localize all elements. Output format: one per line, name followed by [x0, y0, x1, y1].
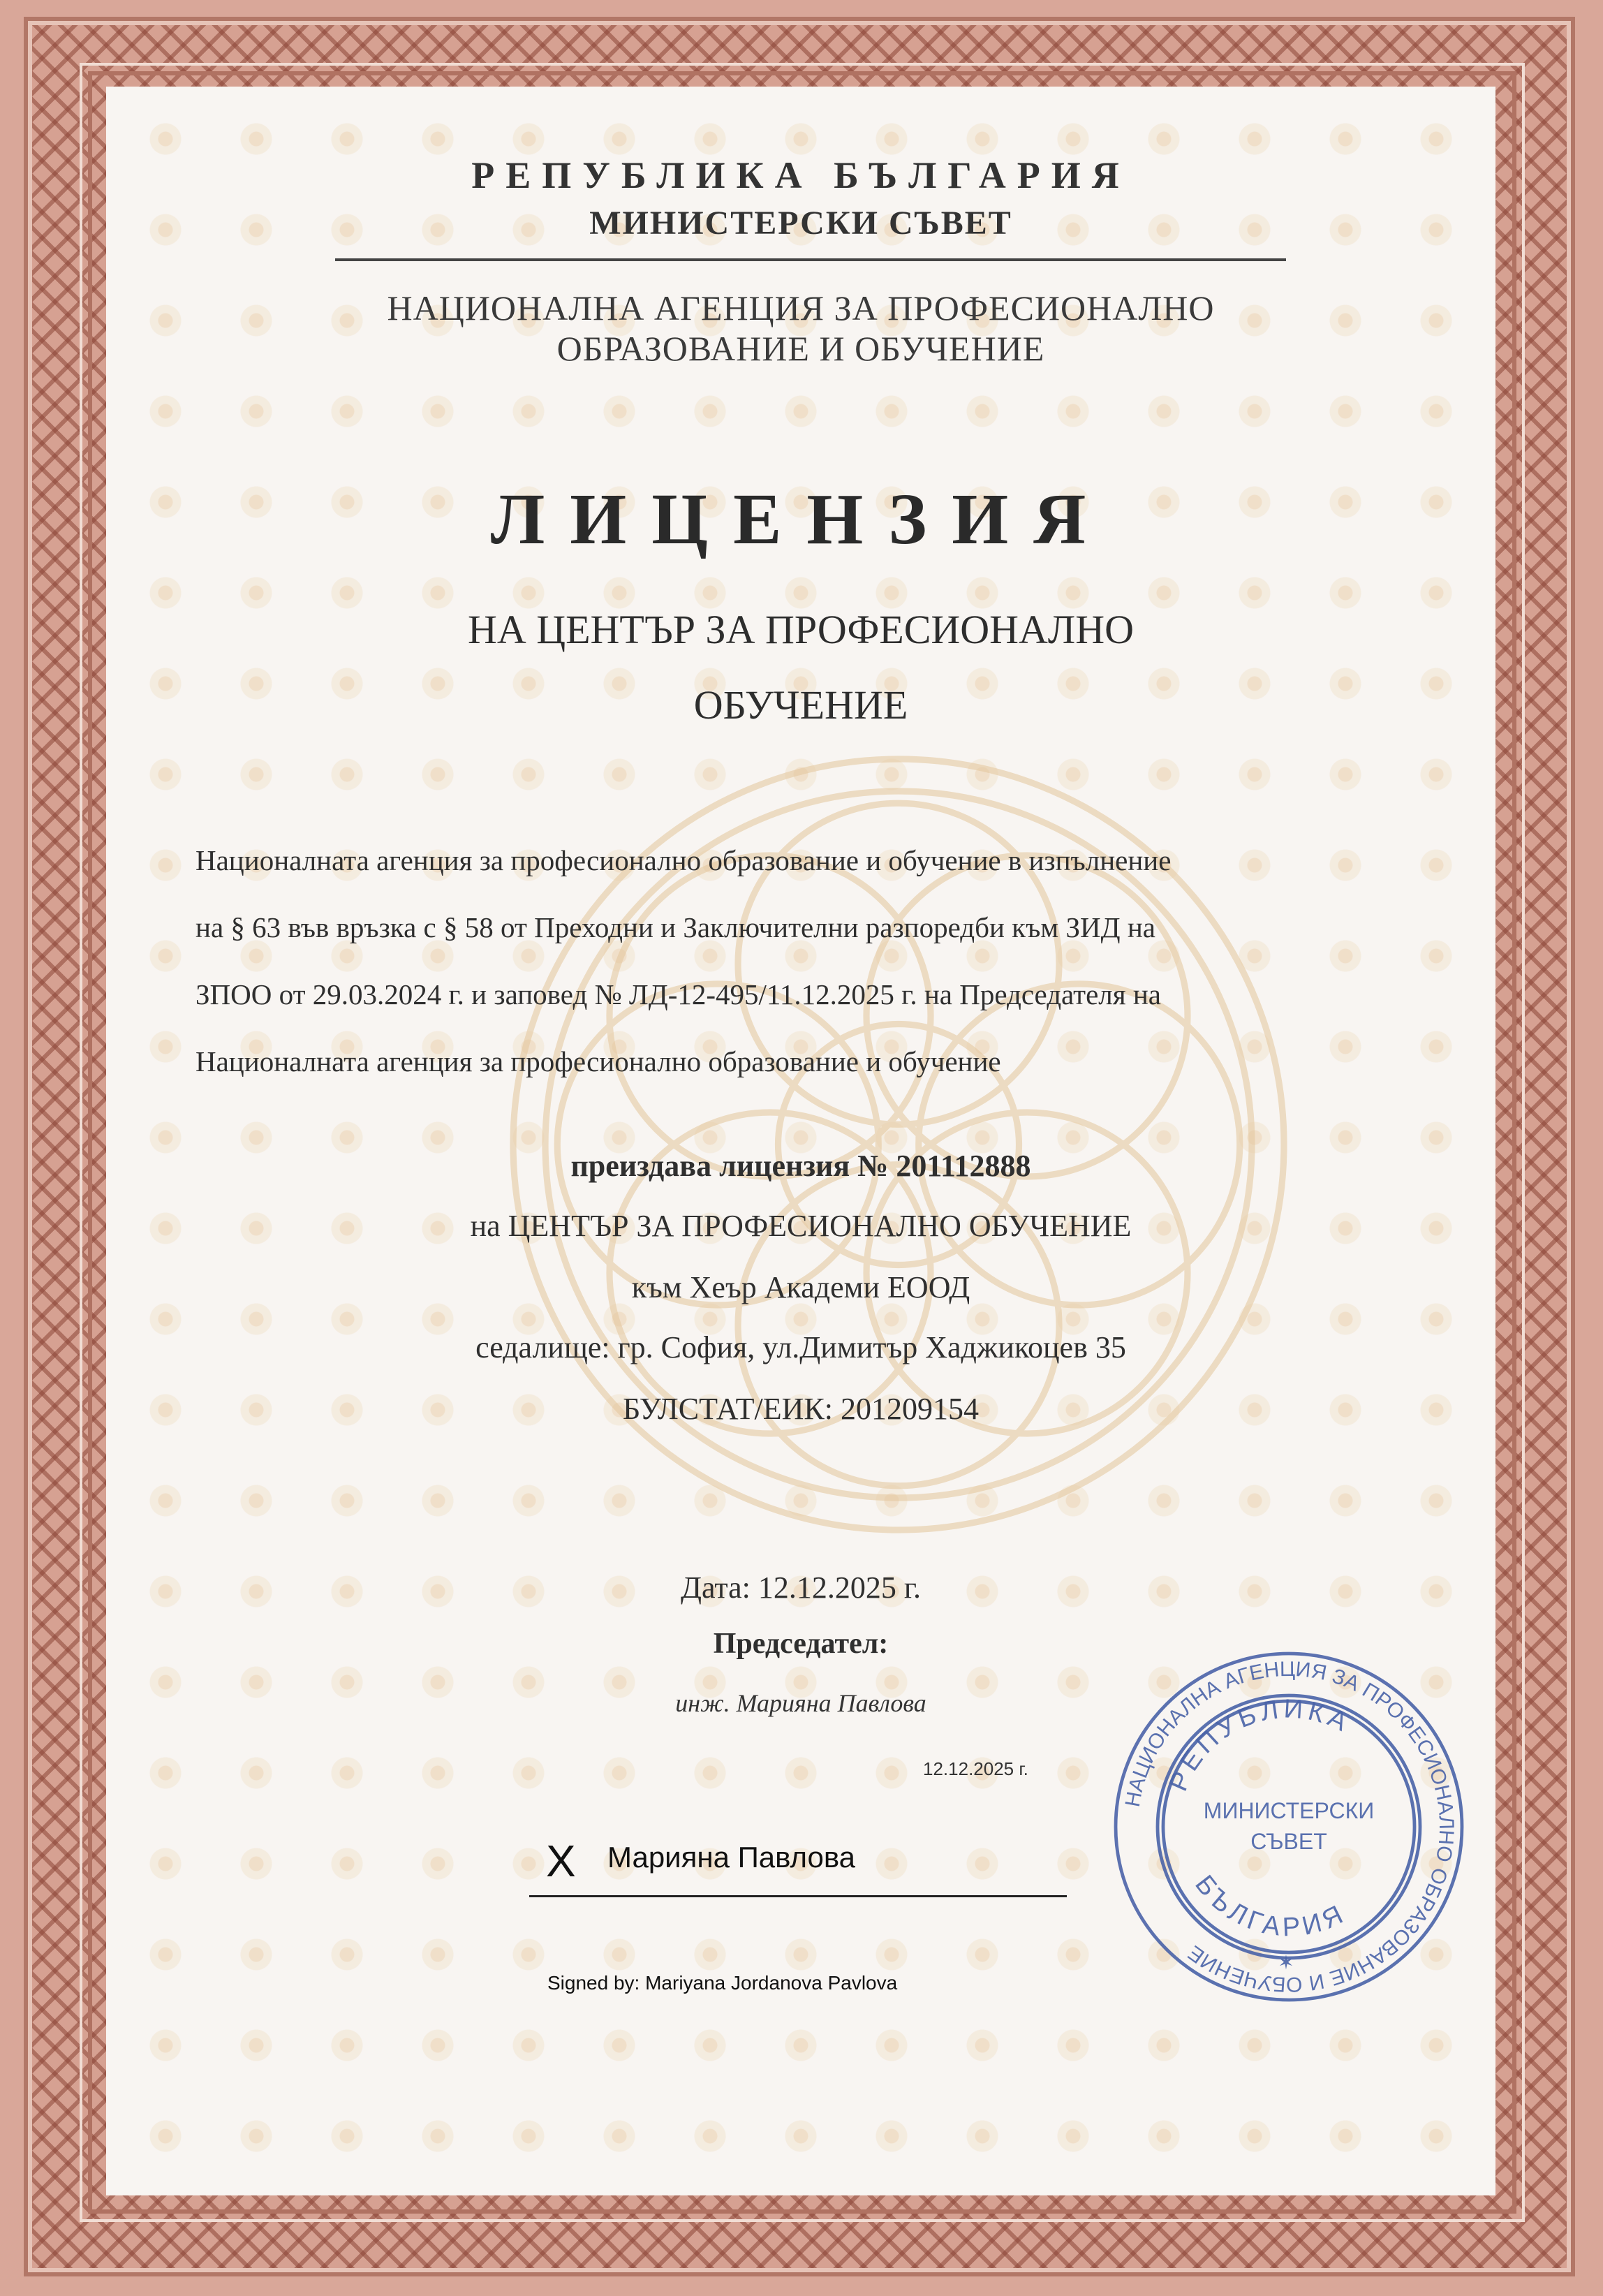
company-name: към Хеър Академи ЕООД — [631, 1270, 970, 1304]
stamp-star-icon: ✶ — [1278, 1952, 1294, 1973]
legal-basis-paragraph — [195, 827, 1410, 1095]
signature-line — [529, 1895, 1067, 1897]
paragraph-line: на § 63 във връзка с § 58 от Преходни и Заключителни разпоредби към ЗИД на — [195, 911, 1156, 943]
document-title: ЛИЦЕНЗИЯ — [490, 479, 1111, 559]
agency-name-line-1: НАЦИОНАЛНА АГЕНЦИЯ ЗА ПРОФЕСИОНАЛНО — [387, 288, 1215, 328]
center-name: на ЦЕНТЪР ЗА ПРОФЕСИОНАЛНО ОБУЧЕНИЕ — [470, 1209, 1132, 1243]
eik-number: БУЛСТАТ/ЕИК: 201209154 — [622, 1392, 980, 1426]
signature-mark: X — [546, 1836, 576, 1886]
paragraph-line: Националната агенция за професионално образование и обучение — [195, 1045, 1001, 1077]
chair-label: Председател: — [713, 1628, 889, 1660]
stamp-top-text: РЕПУБЛИКА — [1163, 1694, 1356, 1796]
paragraph-line: ЗПОО от 29.03.2024 г. и заповед № ЛД-12-495/11.12.2025 г. на Председателя на — [195, 978, 1162, 1010]
official-stamp — [1107, 1645, 1470, 2008]
certificate-body — [106, 87, 1495, 2195]
agency-name-line-2: ОБРАЗОВАНИЕ И ОБУЧЕНИЕ — [556, 329, 1045, 368]
signature-date: 12.12.2025 г. — [923, 1758, 1028, 1779]
stamp-center-line-1: МИНИСТЕРСКИ — [1203, 1798, 1375, 1823]
republic-heading: РЕПУБЛИКА БЪЛГАРИЯ — [471, 154, 1130, 196]
registered-address: седалище: гр. София, ул.Димитър Хаджикоцев 35 — [475, 1330, 1126, 1364]
document-subtitle-line-2: ОБУЧЕНИЕ — [693, 682, 908, 728]
stamp-center-line-2: СЪВЕТ — [1250, 1829, 1327, 1854]
header-divider — [335, 258, 1286, 261]
license-number: преиздава лицензия № 201112888 — [570, 1149, 1031, 1183]
paragraph-line: Националната агенция за професионално образование и обучение в изпълнение — [195, 844, 1172, 876]
document-subtitle-line-1: НА ЦЕНТЪР ЗА ПРОФЕСИОНАЛНО — [467, 607, 1135, 652]
stamp-outer-text: НАЦИОНАЛНА АГЕНЦИЯ ЗА ПРОФЕСИОНАЛНО ОБРАЗОВАНИЕ И ОБУЧЕНИЕ — [1121, 1657, 1458, 1996]
digital-signature-note: Signed by: Mariyana Jordanova Pavlova — [547, 1972, 898, 1994]
signature-name: Марияна Павлова — [607, 1841, 856, 1874]
stamp-bottom-text: БЪЛГАРИЯ — [1189, 1869, 1352, 1943]
chair-name: инж. Марияна Павлова — [675, 1689, 926, 1717]
issue-date: Дата: 12.12.2025 г. — [680, 1570, 921, 1605]
council-heading: МИНИСТЕРСКИ СЪВЕТ — [589, 205, 1012, 242]
